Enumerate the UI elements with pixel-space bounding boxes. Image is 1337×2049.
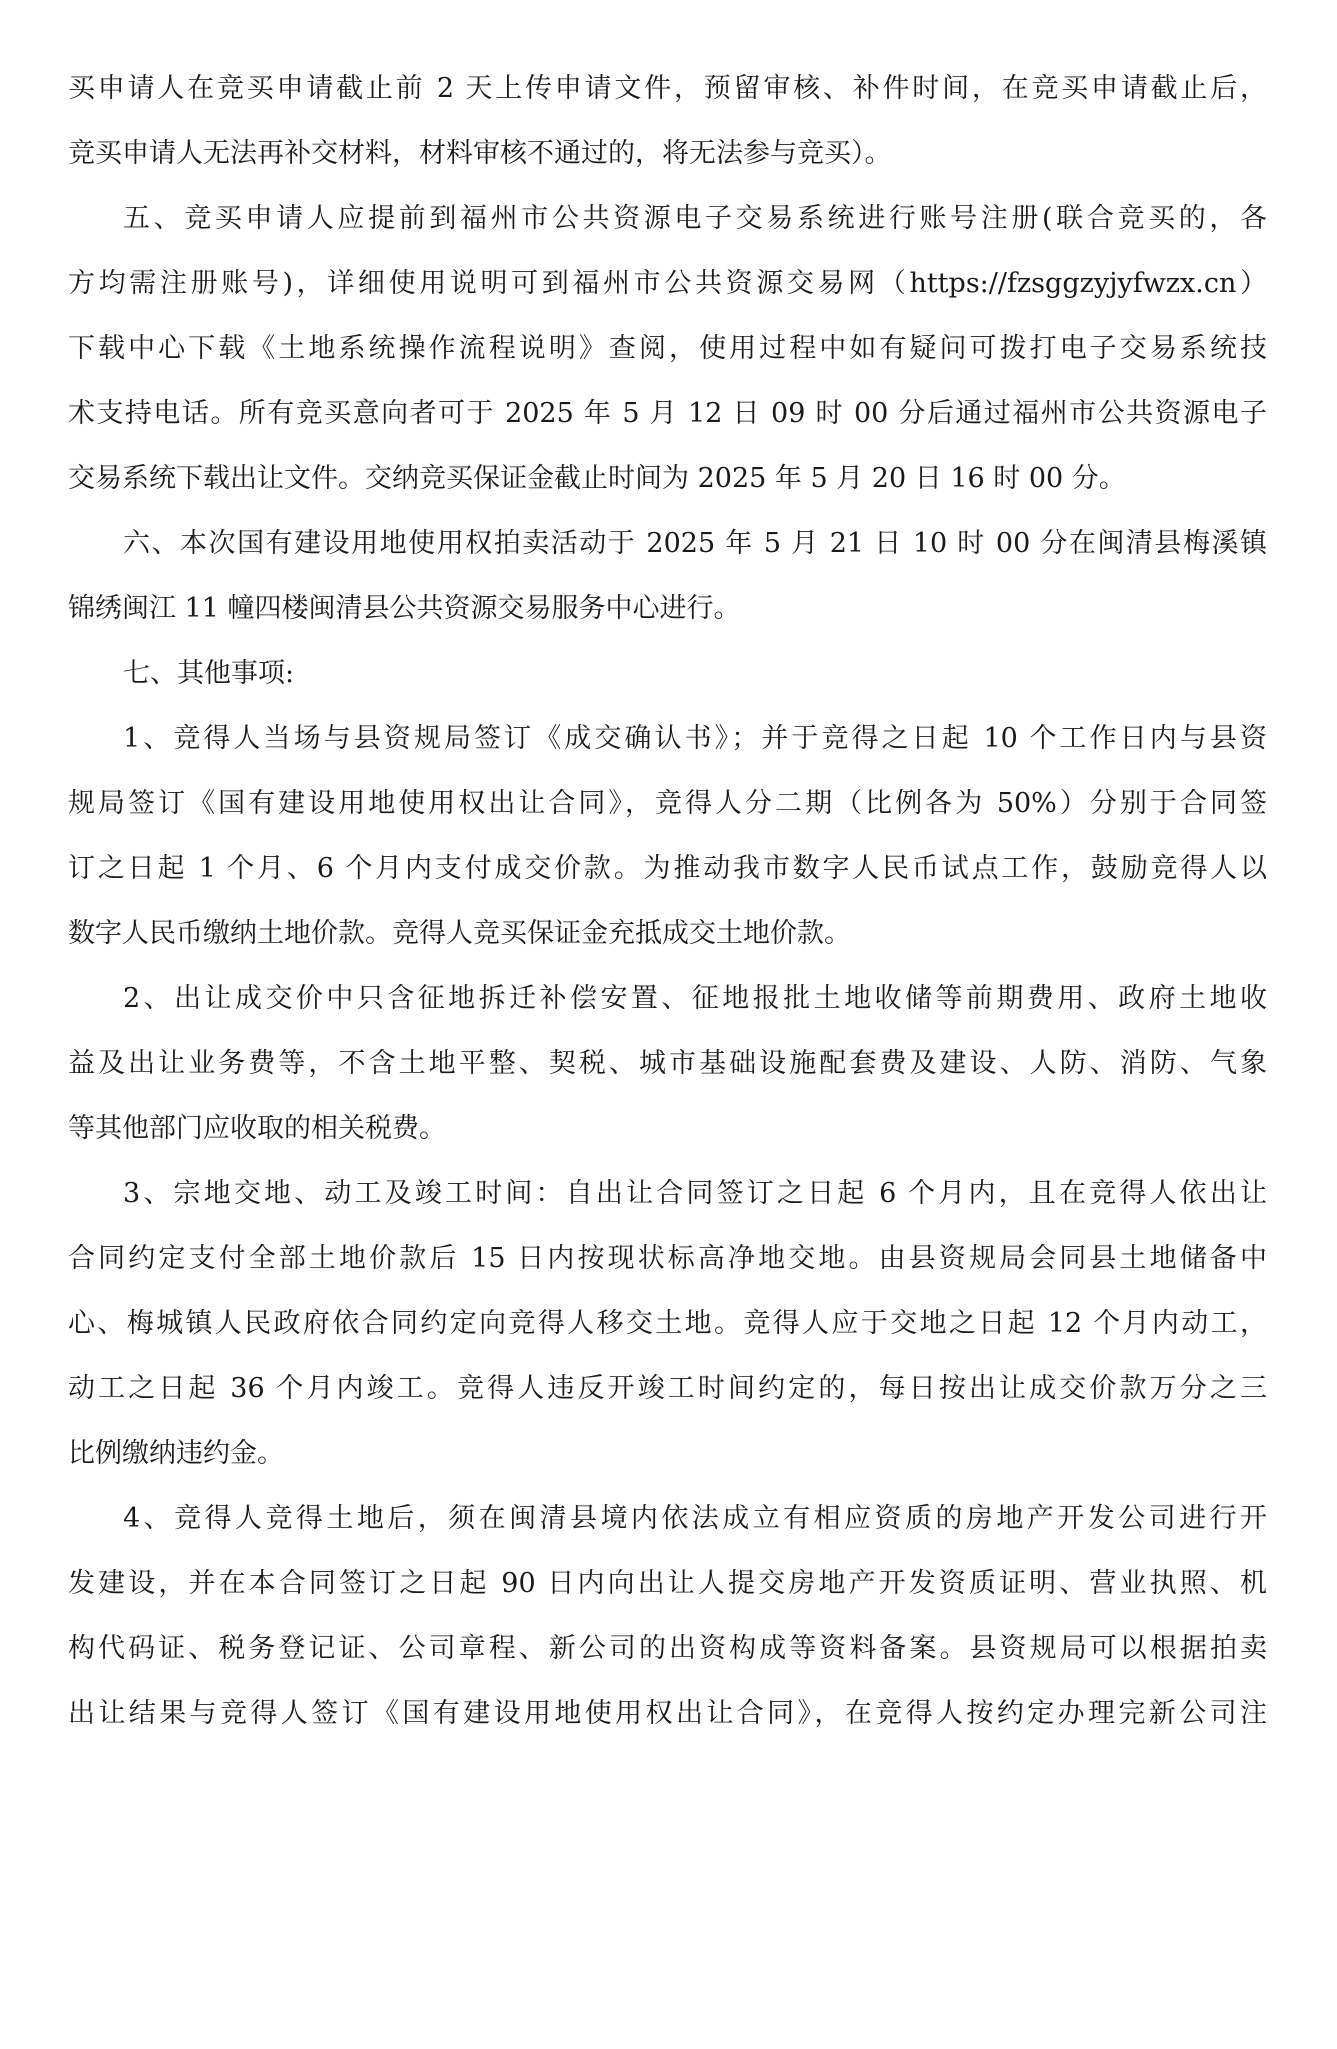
line-text: 交易系统下载出让文件。交纳竞买保证金截止时间为 2025 年 5 月 20 日 16 时 00 分。 (68, 463, 1126, 494)
line-text: 发建设，并在本合同签订之日起 90 日内向出让人提交房地产开发资质证明、营业执照、机 (68, 1568, 1267, 1599)
text-line (0, 324, 1337, 374)
line-text: 数字人民币缴纳土地价款。竞得人竞买保证金充抵成交土地价款。 (68, 918, 851, 949)
text-line (0, 974, 1337, 1024)
line-text: 3、宗地交地、动工及竣工时间：自出让合同签订之日起 6 个月内，且在竞得人依出让 (123, 1178, 1267, 1209)
text-line (0, 1689, 1337, 1739)
text-line (0, 259, 1337, 309)
text-line (0, 454, 1337, 504)
text-line (0, 1039, 1337, 1089)
text-line (0, 194, 1337, 244)
line-text: 术支持电话。所有竞买意向者可于 2025 年 5 月 12 日 09 时 00 分后通过福州市公共资源电子 (68, 398, 1267, 429)
text-line (0, 1364, 1337, 1414)
text-line (0, 584, 1337, 634)
line-text: 订之日起 1 个月、6 个月内支付成交价款。为推动我市数字人民币试点工作，鼓励竞得人以 (68, 853, 1267, 884)
line-text: 六、本次国有建设用地使用权拍卖活动于 2025 年 5 月 21 日 10 时 00 分在闽清县梅溪镇 (123, 528, 1267, 559)
line-text: 2、出让成交价中只含征地拆迁补偿安置、征地报批土地收储等前期费用、政府土地收 (123, 983, 1267, 1014)
text-line (0, 1299, 1337, 1349)
line-text: 构代码证、税务登记证、公司章程、新公司的出资构成等资料备案。县资规局可以根据拍卖 (68, 1633, 1267, 1664)
line-text: 七、其他事项: (123, 658, 295, 689)
text-line (0, 1234, 1337, 1284)
line-text: 方均需注册账号)，详细使用说明可到福州市公共资源交易网（https://fzsggzyjyfwzx.cn） (68, 268, 1267, 299)
line-text: 买申请人在竞买申请截止前 2 天上传申请文件，预留审核、补件时间，在竞买申请截止后， (68, 73, 1267, 104)
text-line (0, 1494, 1337, 1544)
text-line (0, 649, 1337, 699)
line-text: 竞买申请人无法再补交材料，材料审核不通过的，将无法参与竞买）。 (68, 138, 892, 169)
text-line (0, 1624, 1337, 1674)
line-text: 等其他部门应收取的相关税费。 (68, 1113, 446, 1144)
text-line (0, 1429, 1337, 1479)
line-text: 1、竞得人当场与县资规局签订《成交确认书》；并于竞得之日起 10 个工作日内与县资 (123, 723, 1267, 754)
line-text: 下载中心下载《土地系统操作流程说明》查阅，使用过程中如有疑问可拨打电子交易系统技 (68, 333, 1267, 364)
line-text: 动工之日起 36 个月内竣工。竞得人违反开竣工时间约定的，每日按出让成交价款万分之三 (68, 1373, 1267, 1404)
text-line (0, 389, 1337, 439)
line-text: 心、梅城镇人民政府依合同约定向竞得人移交土地。竞得人应于交地之日起 12 个月内动工， (68, 1308, 1267, 1339)
text-line (0, 779, 1337, 829)
line-text: 锦绣闽江 11 幢四楼闽清县公共资源交易服务中心进行。 (68, 593, 741, 624)
text-line (0, 1104, 1337, 1154)
text-line (0, 714, 1337, 764)
text-line (0, 844, 1337, 894)
text-line (0, 519, 1337, 569)
line-text: 合同约定支付全部土地价款后 15 日内按现状标高净地交地。由县资规局会同县土地储备中 (68, 1243, 1267, 1274)
text-line (0, 1559, 1337, 1609)
text-line (0, 129, 1337, 179)
text-line (0, 1169, 1337, 1219)
line-text: 益及出让业务费等，不含土地平整、契税、城市基础设施配套费及建设、人防、消防、气象 (68, 1048, 1267, 1079)
line-text: 4、竞得人竞得土地后，须在闽清县境内依法成立有相应资质的房地产开发公司进行开 (123, 1503, 1267, 1534)
line-text: 规局签订《国有建设用地使用权出让合同》，竞得人分二期（比例各为 50%）分别于合同签 (68, 788, 1267, 819)
line-text: 出让结果与竞得人签订《国有建设用地使用权出让合同》，在竞得人按约定办理完新公司注 (68, 1698, 1267, 1729)
line-text: 五、竞买申请人应提前到福州市公共资源电子交易系统进行账号注册(联合竞买的，各 (123, 203, 1267, 234)
line-text: 比例缴纳违约金。 (68, 1438, 284, 1469)
text-line (0, 909, 1337, 959)
text-line (0, 64, 1337, 114)
